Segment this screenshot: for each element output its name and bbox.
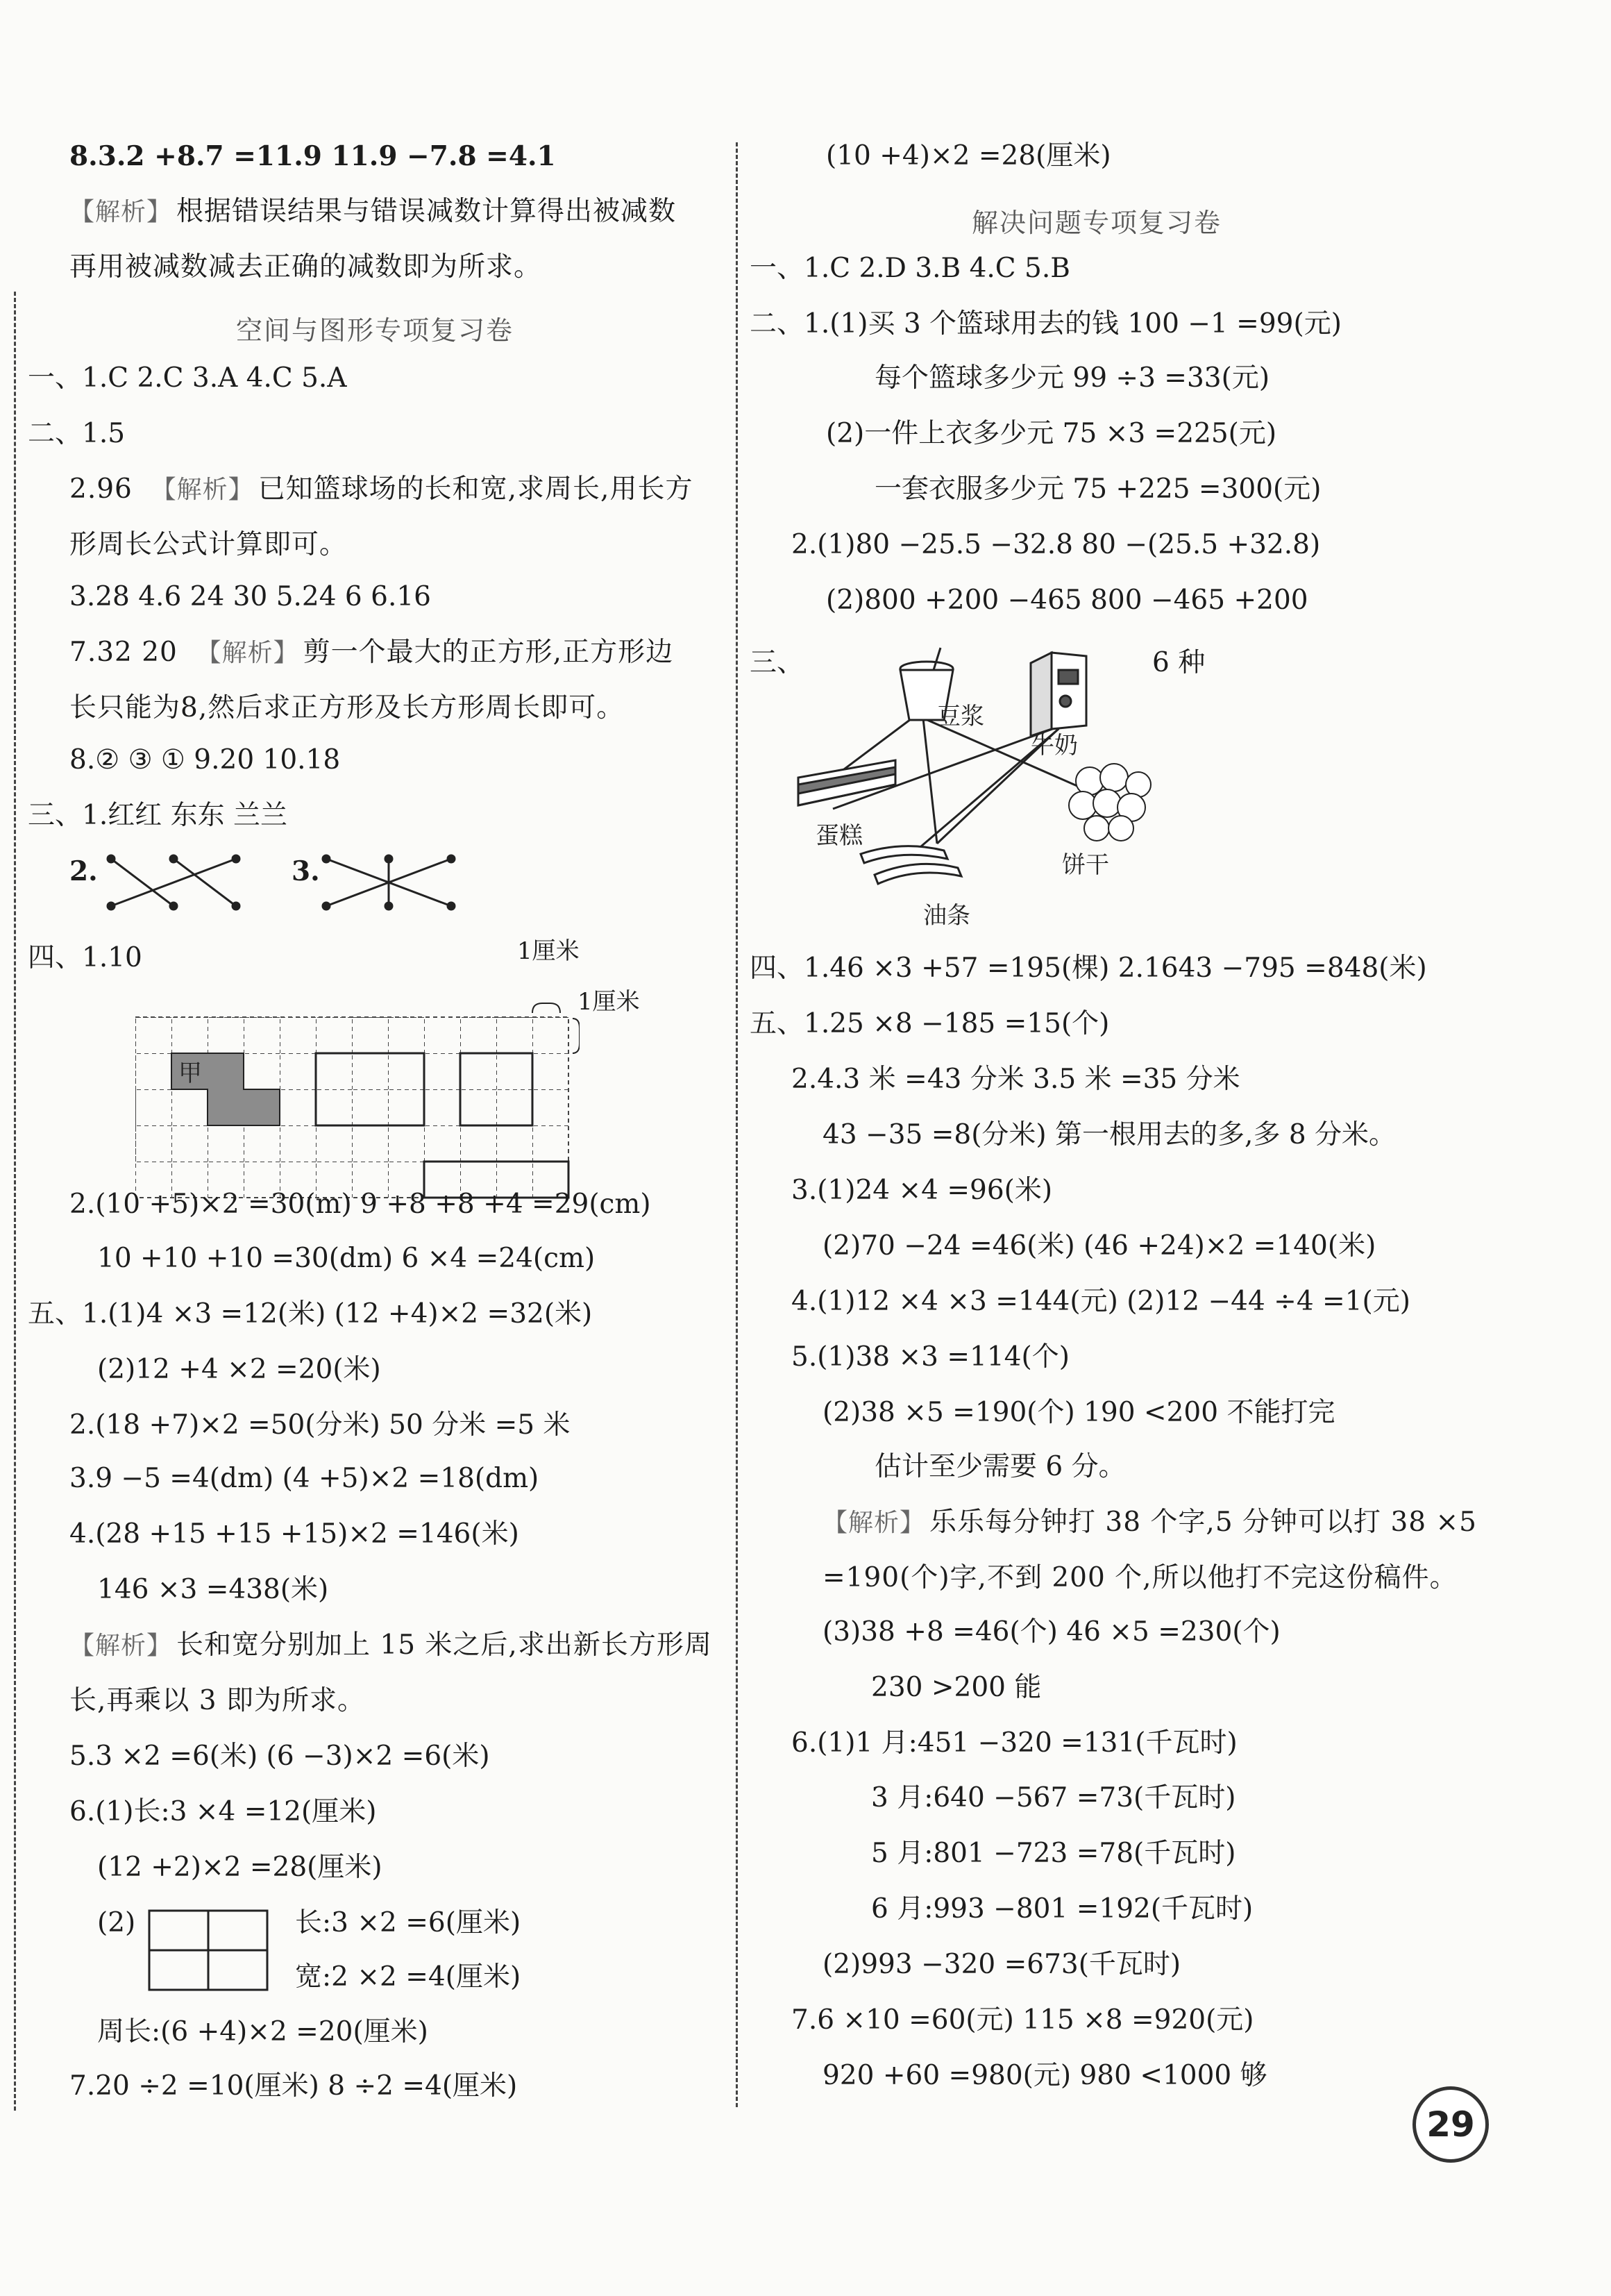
prob-part5-q5f: (3)38 +8 =46(个) 46 ×5 =230(个)	[823, 1616, 1281, 1648]
prob-part2-q1b: 每个篮球多少元 99 ÷3 =33(元)	[875, 362, 1270, 394]
food-matching-figure	[791, 642, 1152, 934]
prob-part4: 四、1.46 ×3 +57 =195(棵) 2.1643 −795 =848(米)	[750, 953, 1427, 984]
label-biscuit: 饼干	[1062, 851, 1109, 879]
biscuits-icon	[1069, 764, 1151, 841]
prob-part5-q5c: 估计至少需要 6 分。	[875, 1451, 1126, 1482]
geo-part5-q4b: 146 ×3 =438(米)	[97, 1574, 329, 1605]
geo-part5-q6d: 长:3 ×2 =6(厘米)	[295, 1907, 521, 1938]
prob-part5-q6d: 6 月:993 −801 =192(千瓦时)	[871, 1893, 1254, 1925]
grid-unit-side: 1厘米	[577, 988, 640, 1016]
geo-part5-q6b: (12 +2)×2 =28(厘米)	[97, 1852, 382, 1883]
grid-area	[135, 1017, 568, 1198]
geo-part5-q4-analysis: 【解析】 长和宽分别加上 15 米之后,求出新长方形周	[69, 1628, 712, 1664]
left-margin-line	[14, 292, 16, 2111]
grid-figure	[135, 982, 580, 1214]
rect-grid-2x2	[148, 1909, 269, 1993]
prob-part5-q6c: 5 月:801 −723 =78(千瓦时)	[871, 1838, 1236, 1869]
prob-part5-q7a: 7.6 ×10 =60(元) 115 ×8 =920(元)	[791, 2004, 1254, 2036]
analysis-tag: 【解析】	[69, 1632, 173, 1660]
left-analysis-8-cont: 再用被减数减去正确的减数即为所求。	[69, 251, 542, 283]
geo-part3-q3: 3.	[292, 855, 320, 887]
column-divider	[736, 142, 738, 2107]
prob-part5-q7b: 920 +60 =980(元) 980 <1000 够	[823, 2060, 1267, 2091]
geo-part2-q3: 3.28 4.6 24 30 5.24 6 6.16	[69, 581, 431, 612]
analysis-tag: 【解析】	[196, 639, 299, 667]
matching-lines-q3	[319, 850, 465, 913]
prob-part2-q1c: (2)一件上衣多少元 75 ×3 =225(元)	[826, 418, 1277, 449]
geo-part2-q8: 8.② ③ ① 9.20 10.18	[69, 744, 341, 776]
geo-part5-q2: 2.(18 +7)×2 =50(分米) 50 分米 =5 米	[69, 1409, 571, 1441]
matching-lines-q2	[104, 850, 250, 913]
prob-part3-label: 三、	[750, 647, 804, 678]
geo-part5-q6c: (2)	[97, 1907, 136, 1938]
label-milk: 牛奶	[1031, 732, 1078, 760]
prob-part5-q5-analysis: 【解析】 乐乐每分钟打 38 个字,5 分钟可以打 38 ×5	[823, 1505, 1477, 1541]
prob-part2-q1d: 一套衣服多少元 75 +225 =300(元)	[875, 474, 1322, 505]
geo-part5-q1b: (2)12 +4 ×2 =20(米)	[97, 1354, 381, 1385]
label-cake: 蛋糕	[816, 822, 863, 850]
geo-part5-q1a: 五、1.(1)4 ×3 =12(米) (12 +4)×2 =32(米)	[28, 1298, 593, 1330]
prob-part2-q2b: (2)800 +200 −465 800 −465 +200	[826, 585, 1308, 616]
prob-part2-q1a: 二、1.(1)买 3 个篮球用去的钱 100 −1 =99(元)	[750, 308, 1342, 340]
prob-part5-q1: 五、1.25 ×8 −185 =15(个)	[750, 1008, 1110, 1039]
analysis-tag: 【解析】	[69, 198, 173, 226]
left-analysis-8: 【解析】 根据错误结果与错误减数计算得出被减数	[69, 194, 676, 230]
youtiao-icon	[861, 846, 961, 884]
page-number-badge: 29	[1412, 2086, 1489, 2163]
geo-part2-q7: 7.32 20 【解析】 剪一个最大的正方形,正方形边	[69, 635, 673, 671]
shape-jia-label: 甲	[178, 1059, 202, 1087]
prob-part5-q5b: (2)38 ×5 =190(个) 190 <200 不能打完	[823, 1397, 1335, 1428]
prob-part5-q4: 4.(1)12 ×4 ×3 =144(元) (2)12 −44 ÷4 =1(元)	[791, 1286, 1410, 1317]
prob-part5-q5-analysis-cont: =190(个)字,不到 200 个,所以他打不完这份稿件。	[823, 1562, 1458, 1593]
geo-part3-q1: 三、1.红红 东东 兰兰	[28, 800, 288, 831]
geo-part5-q4a: 4.(28 +15 +15 +15)×2 =146(米)	[69, 1518, 519, 1550]
geo-part4-q2b: 10 +10 +10 =30(dm) 6 ×4 =24(cm)	[97, 1243, 596, 1274]
prob-part3-count: 6 种	[1152, 647, 1206, 678]
geo-part2-q2-cont: 形周长公式计算即可。	[69, 529, 348, 560]
geo-part5-q3: 3.9 −5 =4(dm) (4 +5)×2 =18(dm)	[69, 1463, 539, 1494]
analysis-tag: 【解析】	[151, 476, 254, 504]
geo-part5-q6a: 6.(1)长:3 ×4 =12(厘米)	[69, 1796, 377, 1827]
prob-part5-q6e: (2)993 −320 =673(千瓦时)	[823, 1949, 1181, 1980]
geo-part2-q7-cont: 长只能为8,然后求正方形及长方形周长即可。	[69, 692, 625, 723]
prob-part2-q2a: 2.(1)80 −25.5 −32.8 80 −(25.5 +32.8)	[791, 529, 1321, 560]
geo-part4-q1: 四、1.10	[28, 942, 142, 973]
prob-part1: 一、1.C 2.D 3.B 4.C 5.B	[750, 253, 1070, 284]
prob-part5-q3a: 3.(1)24 ×4 =96(米)	[791, 1175, 1053, 1206]
right-carry-over: (10 +4)×2 =28(厘米)	[826, 140, 1111, 171]
section-heading-geometry: 空间与图形专项复习卷	[236, 315, 514, 346]
geo-part4-q2a: 2.(10 +5)×2 =30(m) 9 +8 +8 +4 =29(cm)	[69, 1189, 651, 1220]
grid-unit-top: 1厘米	[517, 937, 580, 965]
geo-part5-q6e: 宽:2 ×2 =4(厘米)	[295, 1961, 521, 1993]
grid-svg	[135, 982, 580, 1212]
prob-part5-q2b: 43 −35 =8(分米) 第一根用去的多,多 8 分米。	[823, 1119, 1397, 1150]
prob-part5-q6b: 3 月:640 −567 =73(千瓦时)	[871, 1782, 1236, 1813]
geo-part5-q4-analysis-cont: 长,再乘以 3 即为所求。	[69, 1685, 366, 1716]
analysis-tag: 【解析】	[823, 1509, 926, 1537]
prob-part5-q5a: 5.(1)38 ×3 =114(个)	[791, 1341, 1070, 1373]
geo-part5-q6f: 周长:(6 +4)×2 =20(厘米)	[97, 2016, 428, 2047]
geo-part3-q2: 2.	[69, 855, 98, 887]
prob-part5-q6a: 6.(1)1 月:451 −320 =131(千瓦时)	[791, 1727, 1238, 1759]
prob-part5-q5g: 230 >200 能	[871, 1672, 1042, 1703]
geo-part2-q2: 2.96 【解析】 已知篮球场的长和宽,求周长,用长方	[69, 472, 693, 508]
geo-part5-q5: 5.3 ×2 =6(米) (6 −3)×2 =6(米)	[69, 1741, 490, 1772]
prob-part5-q2a: 2.4.3 米 =43 分米 3.5 米 =35 分米	[791, 1064, 1240, 1095]
milk-carton-icon	[1031, 653, 1086, 736]
prob-part5-q3b: (2)70 −24 =46(米) (46 +24)×2 =140(米)	[823, 1230, 1376, 1262]
unit-brace-top	[532, 1003, 560, 1013]
unit-brace-side	[573, 1019, 580, 1053]
label-youtiao: 油条	[923, 902, 970, 930]
label-soy-milk: 豆浆	[937, 703, 984, 730]
section-heading-problems: 解决问题专项复习卷	[972, 208, 1222, 238]
geo-part2-q1: 二、1.5	[28, 418, 126, 449]
geo-part1: 一、1.C 2.C 3.A 4.C 5.A	[28, 362, 347, 394]
geo-part5-q7: 7.20 ÷2 =10(厘米) 8 ÷2 =4(厘米)	[69, 2070, 518, 2102]
left-answer-8: 8.3.2 +8.7 =11.9 11.9 −7.8 =4.1	[69, 140, 556, 172]
